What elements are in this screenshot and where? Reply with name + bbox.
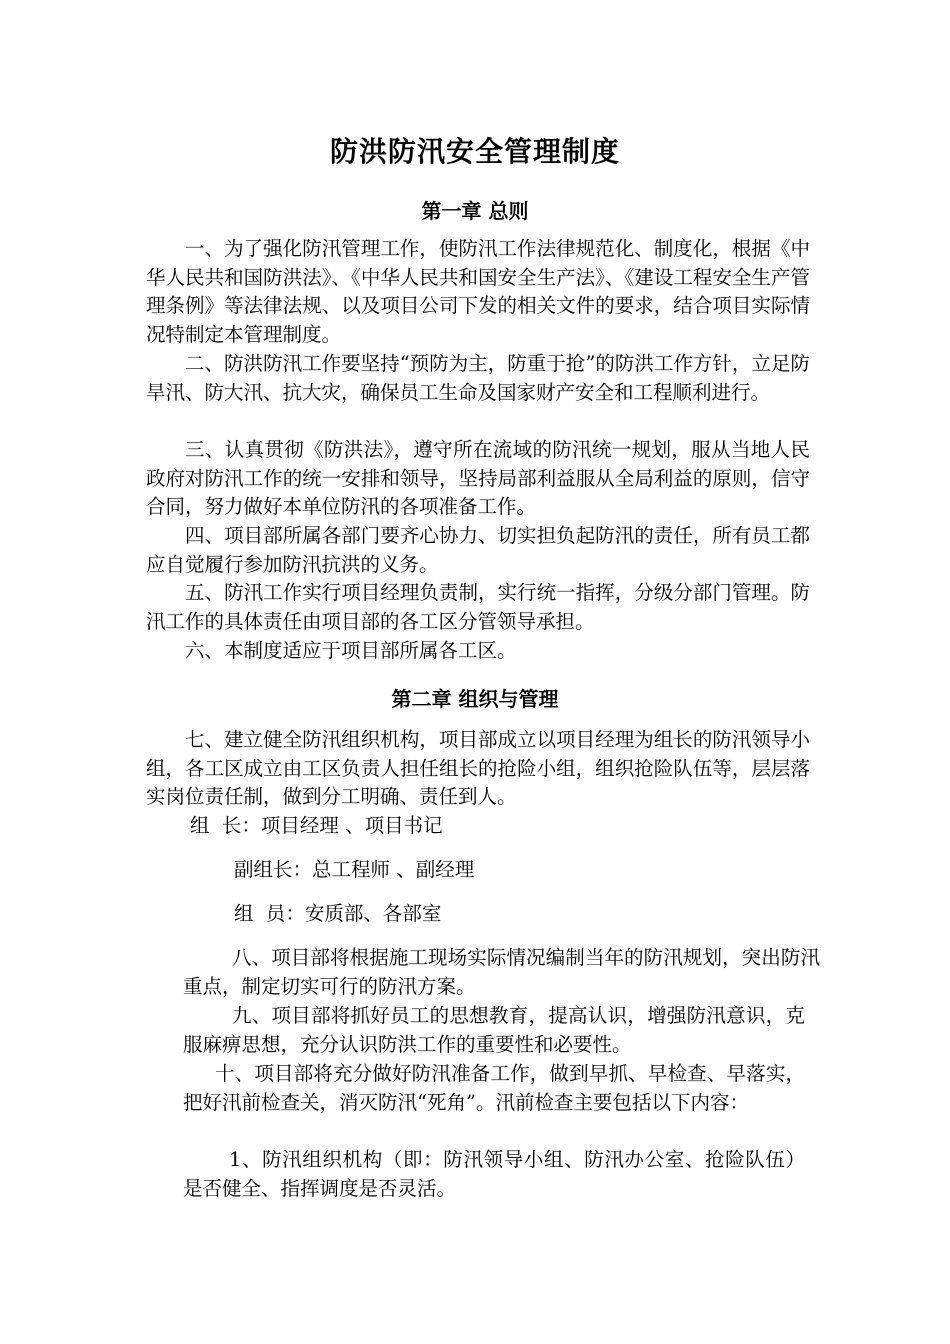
paragraph-4: 四、项目部所属各部门要齐心协力、切实担负起防汛的责任，所有员工都应自觉履行参加防汛抗洪的义务。 bbox=[146, 524, 810, 576]
paragraph-1: 一、为了强化防汛管理工作，使防汛工作法律规范化、制度化，根据《中华人民共和国防洪法》、《中华人民共和国安全生产法》、《建设工程安全生产管理条例》等法律法规、以及项目公司下发的相关文件的要求，结合项目实际情况特制定本管理制度。 bbox=[146, 237, 810, 346]
team-members-line: 组 员：安质部、各部室 bbox=[234, 902, 442, 925]
chapter-2-heading: 第二章 组织与管理 bbox=[391, 687, 559, 711]
document-title: 防洪防汛安全管理制度 bbox=[329, 135, 620, 168]
paragraph-10: 十、项目部将充分做好防汛准备工作，做到早抓、早检查、早落实，把好汛前检查关，消灭防汛“死角”。汛前检查主要包括以下内容： bbox=[183, 1062, 805, 1114]
paragraph-9: 九、项目部将抓好员工的思想教育，提高认识，增强防汛意识，克服麻痹思想，充分认识防洪工作的重要性和必要性。 bbox=[183, 1004, 805, 1056]
team-leader-line: 组 长：项目经理 、项目书记 bbox=[190, 814, 443, 837]
paragraph-2: 二、防洪防汛工作要坚持“预防为主，防重于抢”的防洪工作方针，立足防旱汛、防大汛、抗大灾，确保员工生命及国家财产安全和工程顺利进行。 bbox=[146, 352, 810, 404]
team-deputy-line: 副组长：总工程师 、副经理 bbox=[234, 858, 475, 881]
paragraph-8: 八、项目部将根据施工现场实际情况编制当年的防汛规划，突出防汛重点，制定切实可行的防汛方案。 bbox=[183, 946, 820, 998]
paragraph-5: 五、防汛工作实行项目经理负责制，实行统一指挥，分级分部门管理。防汛工作的具体责任由项目部的各工区分管领导承担。 bbox=[146, 581, 810, 633]
paragraph-7: 七、建立健全防汛组织机构，项目部成立以项目经理为组长的防汛领导小组，各工区成立由工区负责人担任组长的抢险小组，组织抢险队伍等，层层落实岗位责任制，做到分工明确、责任到人。 bbox=[146, 728, 810, 809]
list-item-1: 1、防汛组织机构（即：防汛领导小组、防汛办公室、抢险队伍）是否健全、指挥调度是否灵活。 bbox=[183, 1148, 805, 1200]
paragraph-3: 三、认真贯彻《防洪法》，遵守所在流域的防汛统一规划，服从当地人民政府对防汛工作的统一安排和领导，坚持局部利益服从全局利益的原则，信守合同，努力做好本单位防汛的各项准备工作。 bbox=[146, 438, 810, 519]
chapter-1-heading: 第一章 总则 bbox=[421, 199, 529, 223]
paragraph-6: 六、本制度适应于项目部所属各工区。 bbox=[185, 639, 517, 662]
